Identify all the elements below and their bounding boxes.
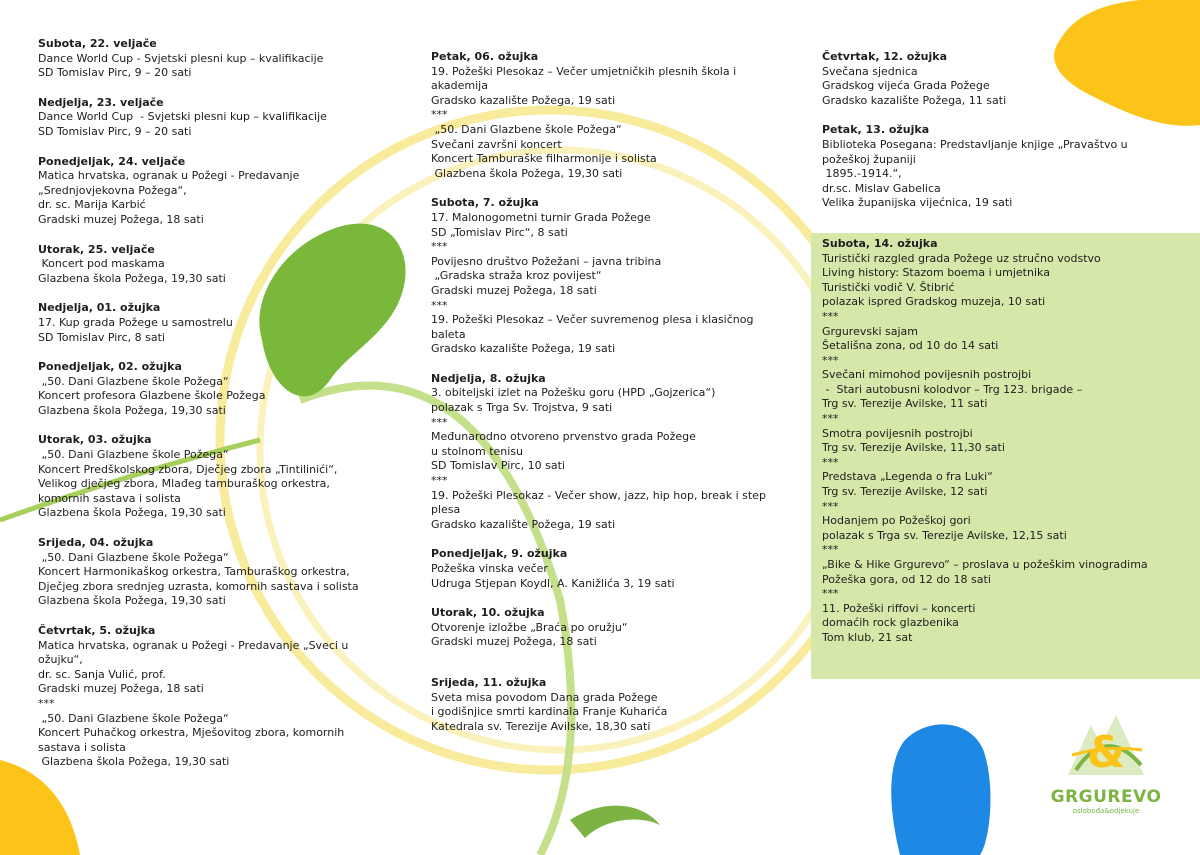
event-line: Matica hrvatska, ogranak u Požegi - Predavanje	[38, 169, 300, 183]
event-date: Srijeda, 04. ožujka	[38, 536, 154, 550]
event-line: polazak ispred Gradskog muzeja, 10 sati	[822, 295, 1046, 309]
event-line: Living history: Stazom boema i umjetnika	[822, 266, 1050, 280]
separator-stars: ***	[38, 696, 55, 710]
event-line: Gradskog vijeća Grada Požege	[822, 79, 990, 93]
separator-stars: ***	[431, 415, 448, 429]
blue-blob	[891, 724, 990, 855]
logo-icon	[1046, 705, 1166, 787]
event-line: ožujku“,	[38, 653, 83, 667]
event-line: 11. Požeški riffovi – koncerti	[822, 601, 976, 615]
separator-stars: ***	[431, 108, 448, 122]
event-entry	[38, 96, 398, 140]
event-line: Glazbena škola Požega, 19,30 sati	[431, 166, 623, 180]
event-line: baleta	[431, 327, 466, 341]
event-line: Koncert Puhačkog orkestra, Mješovitog zbora, komornih	[38, 726, 345, 740]
event-entry	[431, 547, 791, 591]
event-line: „50. Dani Glazbene škole Požega“	[38, 374, 229, 388]
event-entry	[822, 237, 1182, 646]
event-line: 17. Malonogometni turnir Grada Požege	[431, 210, 651, 224]
event-line: domaćih rock glazbenika	[822, 616, 959, 630]
event-date: Utorak, 10. ožujka	[431, 606, 545, 620]
event-line: Biblioteka Posegana: Predstavljanje knjige „Pravaštvo u	[822, 137, 1128, 151]
grgurevo-logo	[1046, 705, 1166, 825]
event-line: i godišnjice smrti kardinala Franje Kuharića	[431, 705, 668, 719]
event-line: Udruga Stjepan Koydl, A. Kanižlića 3, 19 sati	[431, 576, 675, 590]
event-entry	[431, 606, 791, 650]
event-line: Turistički vodič V. Štibrić	[822, 280, 955, 294]
event-date: Srijeda, 11. ožujka	[431, 675, 547, 689]
schedule-column-1	[38, 37, 398, 785]
separator-stars: ***	[822, 543, 839, 557]
logo-name: GRGUREVO	[1050, 787, 1162, 807]
event-line: Glazbena škola Požega, 19,30 sati	[38, 271, 226, 285]
event-line: Koncert Tamburaške filharmonije i solista	[431, 152, 657, 166]
event-line: Velika županijska vijećnica, 19 sati	[822, 196, 1013, 210]
event-line: Glazbena škola Požega, 19,30 sati	[38, 403, 226, 417]
event-line: Svečani završni koncert	[431, 137, 562, 151]
event-line: Hodanjem po Požeškoj gori	[822, 514, 971, 528]
event-entry	[431, 196, 791, 357]
schedule-column-2	[431, 50, 791, 749]
event-line: Dance World Cup - Svjetski plesni kup – kvalifikacije	[38, 51, 324, 65]
event-entry	[38, 37, 398, 81]
event-line: 17. Kup grada Požege u samostrelu	[38, 315, 233, 329]
event-date: Nedjelja, 01. ožujka	[38, 301, 161, 315]
event-line: Koncert Predškolskog zbora, Dječjeg zbora „Tintilinići“,	[38, 462, 338, 476]
event-line: Dance World Cup - Svjetski plesni kup – kvalifikacije	[38, 110, 327, 124]
event-line: Gradsko kazalište Požega, 19 sati	[431, 517, 616, 531]
event-line: Predstava „Legenda o fra Luki“	[822, 470, 993, 484]
event-line: Međunarodno otvoreno prvenstvo grada Požege	[431, 430, 696, 444]
event-entry	[38, 624, 398, 770]
event-line: SD „Tomislav Pirc“, 8 sati	[431, 225, 568, 239]
event-line: Koncert Harmonikaškog orkestra, Tamburaškog orkestra,	[38, 565, 350, 579]
event-entry	[38, 243, 398, 287]
event-line: Glazbena škola Požega, 19,30 sati	[38, 594, 226, 608]
separator-stars: ***	[822, 309, 839, 323]
event-line: u stolnom tenisu	[431, 444, 524, 458]
separator-stars: ***	[822, 353, 839, 367]
event-line: dr. sc. Sanja Vulić, prof.	[38, 667, 166, 681]
event-line: Svečani mimohod povijesnih postrojbi	[822, 368, 1032, 382]
event-line: „50. Dani Glazbene škole Požega“	[431, 122, 622, 136]
event-line: polazak s Trga Sv. Trojstva, 9 sati	[431, 401, 613, 415]
event-line: 1895.-1914.“,	[822, 167, 902, 181]
event-line: - Stari autobusni kolodvor – Trg 123. brigade –	[822, 382, 1083, 396]
event-line: Matica hrvatska, ogranak u Požegi - Predavanje „Sveci u	[38, 638, 349, 652]
event-line: dr.sc. Mislav Gabelica	[822, 181, 941, 195]
event-line: Grgurevski sajam	[822, 324, 919, 338]
event-line: Gradsko kazalište Požega, 19 sati	[431, 93, 616, 107]
event-line: Povijesno društvo Požežani – javna tribina	[431, 254, 662, 268]
event-line: Glazbena škola Požega, 19,30 sati	[38, 755, 230, 769]
event-line: Glazbena škola Požega, 19,30 sati	[38, 506, 226, 520]
event-date: Nedjelja, 23. veljače	[38, 95, 164, 109]
event-line: 19. Požeški Plesokaz – Večer suvremenog plesa i klasičnog	[431, 313, 754, 327]
event-date: Utorak, 25. veljače	[38, 242, 155, 256]
event-date: Subota, 7. ožujka	[431, 196, 539, 210]
event-date: Utorak, 03. ožujka	[38, 433, 152, 447]
event-entry	[38, 301, 398, 345]
event-line: Gradski muzej Požega, 18 sati	[38, 682, 204, 696]
event-line: SD Tomislav Pirc, 9 – 20 sati	[38, 66, 192, 80]
green-crescent-bottom	[570, 806, 660, 838]
event-entry	[431, 50, 791, 181]
event-line: Tom klub, 21 sat	[822, 630, 913, 644]
event-line: komornih sastava i solista	[38, 491, 181, 505]
event-line: Gradski muzej Požega, 18 sati	[38, 212, 204, 226]
event-line: „Srednjovjekovna Požega“,	[38, 183, 187, 197]
event-line: „50. Dani Glazbene škole Požega“	[38, 448, 229, 462]
svg-text:&: &	[1086, 727, 1126, 778]
event-line: akademija	[431, 79, 488, 93]
event-date: Subota, 14. ožujka	[822, 236, 938, 250]
event-date: Četvrtak, 12. ožujka	[822, 50, 948, 63]
event-line: Turistički razgled grada Požege uz stručno vodstvo	[822, 251, 1101, 265]
event-line: Smotra povijesnih postrojbi	[822, 426, 973, 440]
event-line: Trg sv. Terezije Avilske, 11 sati	[822, 397, 988, 411]
event-entry	[38, 536, 398, 609]
event-date: Petak, 13. ožujka	[822, 123, 930, 137]
event-line: Gradsko kazalište Požega, 19 sati	[431, 342, 616, 356]
separator-stars: ***	[431, 298, 448, 312]
event-date: Ponedjeljak, 02. ožujka	[38, 360, 182, 374]
event-line: Požeška vinska večer	[431, 562, 548, 575]
separator-stars: ***	[431, 240, 448, 254]
event-line: „50. Dani Glazbene škole Požega“	[38, 711, 229, 725]
event-line: SD Tomislav Pirc, 8 sati	[38, 330, 165, 344]
event-entry	[38, 433, 398, 521]
event-date: Četvrtak, 5. ožujka	[38, 624, 156, 637]
event-entry	[38, 155, 398, 228]
event-line: polazak s Trga sv. Terezije Avilske, 12,15 sati	[822, 528, 1067, 542]
event-line: Sveta misa povodom Dana grada Požege	[431, 690, 658, 704]
event-line: SD Tomislav Pirc, 10 sati	[431, 459, 565, 473]
event-line: Svečana sjednica	[822, 64, 918, 78]
event-date: Nedjelja, 8. ožujka	[431, 371, 546, 385]
event-line: plesa	[431, 503, 461, 517]
event-entry	[38, 360, 398, 418]
event-line: Gradski muzej Požega, 18 sati	[431, 635, 597, 649]
event-line: požeškoj županiji	[822, 152, 916, 166]
separator-stars: ***	[822, 455, 839, 469]
logo-tagline: oslobođa&odjekuje	[1072, 807, 1140, 815]
event-date: Ponedjeljak, 9. ožujka	[431, 547, 568, 561]
event-line: Otvorenje izložbe „Braća po oružju“	[431, 620, 628, 634]
event-date: Subota, 22. veljače	[38, 37, 157, 50]
event-date: Petak, 06. ožujka	[431, 50, 539, 63]
event-line: Katedrala sv. Terezije Avilske, 18,30 sati	[431, 719, 651, 733]
event-line: „Bike & Hike Grgurevo“ – proslava u požeškim vinogradima	[822, 558, 1148, 571]
event-line: Požeška gora, od 12 do 18 sati	[822, 572, 991, 586]
event-line: Gradsko kazalište Požega, 11 sati	[822, 93, 1007, 107]
event-entry	[431, 676, 791, 734]
event-entry	[822, 50, 1182, 108]
event-line: Koncert pod maskama	[38, 257, 165, 271]
event-entry	[431, 372, 791, 533]
event-line: 3. obiteljski izlet na Požešku goru (HPD „Gojzerica“)	[431, 386, 716, 400]
event-line: Dječjeg zbora srednjeg uzrasta, komornih sastava i solista	[38, 579, 359, 593]
separator-stars: ***	[822, 412, 839, 426]
event-entry	[822, 123, 1182, 211]
event-line: Trg sv. Terezije Avilske, 12 sati	[822, 485, 988, 499]
separator-stars: ***	[822, 587, 839, 601]
event-line: Koncert profesora Glazbene škole Požega	[38, 389, 266, 403]
event-line: 19. Požeški Plesokaz - Večer show, jazz, hip hop, break i step	[431, 488, 766, 502]
event-line: sastava i solista	[38, 740, 126, 754]
event-line: dr. sc. Marija Karbić	[38, 198, 146, 212]
event-line: Velikog dječjeg zbora, Mlađeg tamburaškog orkestra,	[38, 477, 330, 491]
event-line: „50. Dani Glazbene škole Požega“	[38, 550, 229, 564]
event-line: 19. Požeški Plesokaz – Večer umjetničkih plesnih škola i	[431, 64, 737, 78]
event-line: Trg sv. Terezije Avilske, 11,30 sati	[822, 441, 1005, 455]
separator-stars: ***	[431, 474, 448, 488]
event-line: Gradski muzej Požega, 18 sati	[431, 283, 597, 297]
event-date: Ponedjeljak, 24. veljače	[38, 154, 186, 168]
event-line: SD Tomislav Pirc, 9 – 20 sati	[38, 124, 192, 138]
schedule-column-3	[822, 50, 1182, 661]
separator-stars: ***	[822, 499, 839, 513]
event-line: Šetališna zona, od 10 do 14 sati	[822, 339, 999, 353]
event-line: „Gradska straža kroz povijest“	[431, 269, 602, 283]
